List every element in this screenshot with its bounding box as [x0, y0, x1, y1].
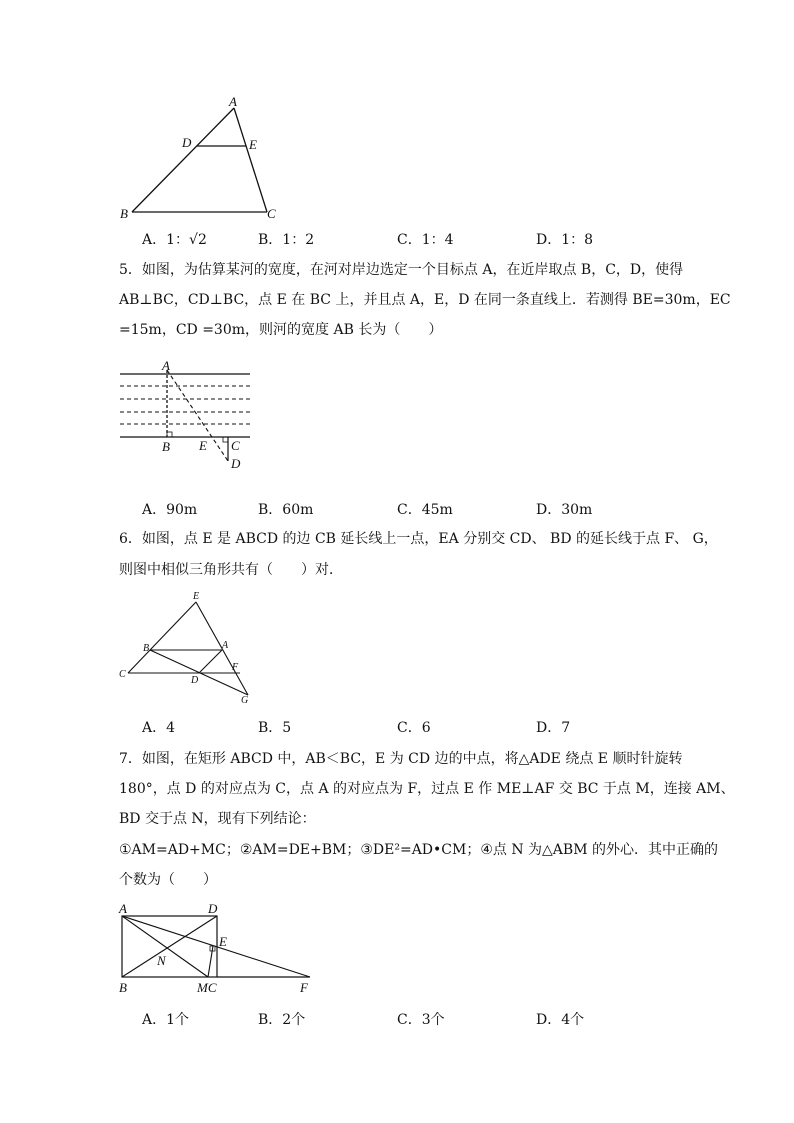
q7-option-c[interactable]: C．3个 [397, 1012, 445, 1028]
q6-label-b: B [143, 643, 150, 654]
q7-rectangle-figure [110, 898, 320, 998]
q6-option-a[interactable]: A．4 [142, 720, 176, 736]
q5-label-d: D [231, 456, 241, 471]
q7-label-mc: MC [197, 980, 217, 995]
q4-option-d[interactable]: D．1：8 [536, 232, 594, 248]
q7-stem-line5: 个数为（ ） [119, 872, 217, 888]
q4-label-d: D [182, 135, 192, 150]
q7-stem-line3: BD 交于点 N，现有下列结论： [119, 811, 316, 827]
q5-label-a: A [162, 358, 170, 373]
q5-stem-line1: 5．如图，为估算某河的宽度，在河对岸边选定一个目标点 A，在近岸取点 B，C，D，使得 [119, 262, 684, 278]
q6-label-c: C [119, 669, 126, 680]
q6-option-c[interactable]: C．6 [397, 720, 431, 736]
q7-label-f: F [300, 980, 308, 995]
q4-option-b[interactable]: B．1：2 [258, 232, 315, 248]
q5-label-c: C [231, 438, 240, 453]
q6-parallelogram-figure [110, 588, 260, 708]
q5-option-d[interactable]: D．30m [536, 502, 593, 518]
q6-label-f: F [232, 662, 239, 673]
q7-label-d: D [208, 901, 218, 916]
q4-label-b: B [120, 206, 128, 221]
q5-label-b: B [162, 439, 170, 454]
q7-label-a: A [119, 901, 127, 916]
q5-label-e: E [199, 438, 207, 453]
q4-label-c: C [267, 206, 276, 221]
q7-option-b[interactable]: B．2个 [258, 1012, 306, 1028]
q4-label-a: A [229, 94, 237, 109]
q5-stem-line3: =15m，CD =30m，则河的宽度 AB 长为（ ） [119, 322, 443, 338]
q6-label-e: E [193, 591, 200, 602]
q5-option-b[interactable]: B．60m [258, 502, 314, 518]
q5-option-c[interactable]: C．45m [397, 502, 453, 518]
q7-option-d[interactable]: D．4个 [536, 1012, 585, 1028]
q6-option-d[interactable]: D．7 [536, 720, 571, 736]
q6-label-g: G [241, 695, 249, 706]
q7-stem-line2: 180°，点 D 的对应点为 C，点 A 的对应点为 F，过点 E 作 ME⊥AF 交 BC 于点 M，连接 AM、 [119, 781, 735, 797]
q7-stem-line1: 7．如图，在矩形 ABCD 中，AB＜BC，E 为 CD 边的中点，将△ADE 绕点 E 顺时针旋转 [119, 751, 683, 767]
q6-stem-line1: 6．如图，点 E 是 ABCD 的边 CB 延长线上一点，EA 分别交 CD、 BD 的延长线于点 F、 G， [119, 531, 718, 547]
q4-option-c[interactable]: C．1：4 [397, 232, 454, 248]
q7-label-b: B [119, 980, 127, 995]
q7-option-a[interactable]: A．1个 [142, 1012, 190, 1028]
q4-triangle-figure [110, 90, 290, 225]
q6-stem-line2: 则图中相似三角形共有（ ）对． [119, 562, 343, 578]
q6-option-b[interactable]: B．5 [258, 720, 292, 736]
q5-river-figure [110, 358, 270, 478]
q5-option-a[interactable]: A．90m [142, 502, 198, 518]
q7-label-e: E [219, 934, 227, 949]
q6-label-a: A [222, 640, 229, 651]
q7-label-n: N [157, 953, 166, 968]
q7-stem-line4: ①AM=AD+MC；②AM=DE+BM；③DE²=AD•CM；④点 N 为△ABM 的外心．其中正确的 [119, 842, 718, 858]
q6-label-d: D [191, 675, 199, 686]
q4-label-e: E [249, 137, 257, 152]
q5-stem-line2: AB⊥BC，CD⊥BC，点 E 在 BC 上，并且点 A，E，D 在同一条直线上．若测得 BE=30m，EC [119, 292, 731, 308]
q4-option-a[interactable]: A．1：√2 [142, 232, 207, 248]
